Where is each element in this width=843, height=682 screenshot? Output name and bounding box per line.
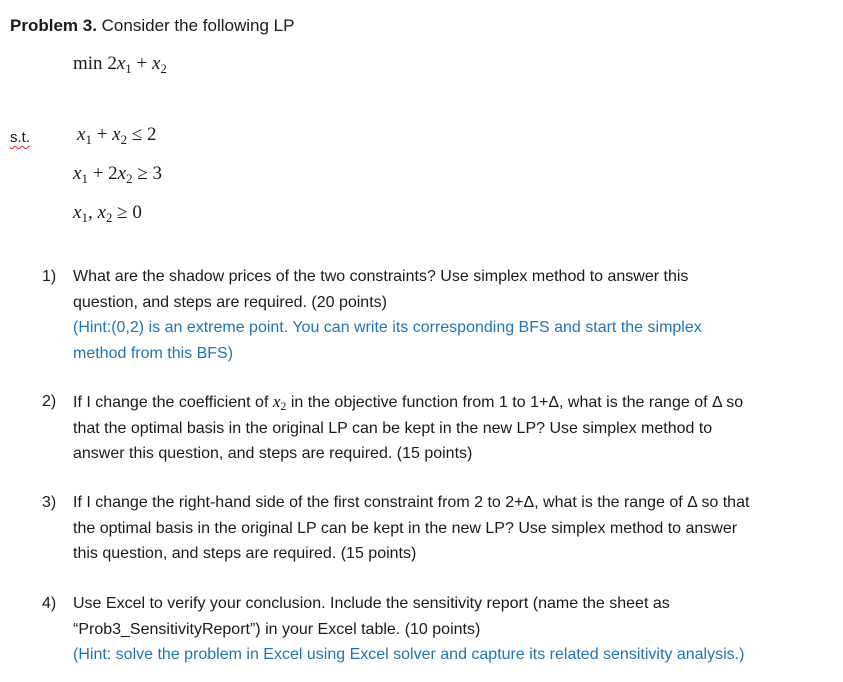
variable-x2: $x_2$ (272, 392, 287, 413)
constraint-1: $x_1 + x_2 \le 2$ (77, 124, 157, 147)
objective-function: $\min 2x_1 + x_2$ (73, 53, 167, 76)
hint-text-line: (Hint: solve the problem in Excel using Excel solver and capture its related sensitivity analysis.) (73, 646, 745, 663)
question-number: 2) (42, 393, 57, 410)
question-text-line: this question, and steps are required. (15 points) (73, 545, 417, 562)
objective-coef: 2 (107, 53, 117, 74)
hint-text-line: (Hint:(0,2) is an extreme point. You can write its corresponding BFS and start the simplex (73, 319, 702, 336)
constraint-2: $x_1 + 2x_2 \ge 3$ (73, 163, 163, 186)
question-text-line: that the optimal basis in the original LP can be kept in the new LP? Use simplex method to (73, 419, 713, 437)
question-text-line: answer this question, and steps are required. (15 points) (73, 445, 473, 462)
objective-keyword: min (73, 53, 103, 74)
question-text-line: question, and steps are required. (20 points) (73, 293, 387, 311)
problem-label: Problem 3. (10, 16, 97, 35)
subject-to-label: s.t. (10, 129, 31, 146)
question-text-line: “Prob3_SensitivityReport”) in your Excel table. (10 points) (73, 620, 481, 638)
question-text-line: the optimal basis in the original LP can be kept in the new LP? Use simplex method to answer (73, 519, 738, 537)
problem-intro: Consider the following LP (101, 16, 295, 35)
question-text-line: What are the shadow prices of the two constraints? Use simplex method to answer this (73, 268, 689, 285)
constraint-3: $x_1$, $x_2 \ge 0$ (73, 202, 142, 225)
question-text-line: If I change the coefficient of $x_2$ in the objective function from 1 to 1+Δ, what is the range of Δ so (73, 392, 744, 413)
hint-text-line: method from this BFS) (73, 344, 234, 362)
question-text-line: If I change the right-hand side of the first constraint from 2 to 2+Δ, what is the range of Δ so that (73, 494, 750, 511)
question-text-line: Use Excel to verify your conclusion. Include the sensitivity report (name the sheet as (73, 595, 670, 612)
problem-title (10, 16, 294, 36)
question-number: 1) (42, 268, 57, 285)
question-number: 3) (42, 494, 57, 511)
question-number: 4) (42, 595, 57, 612)
